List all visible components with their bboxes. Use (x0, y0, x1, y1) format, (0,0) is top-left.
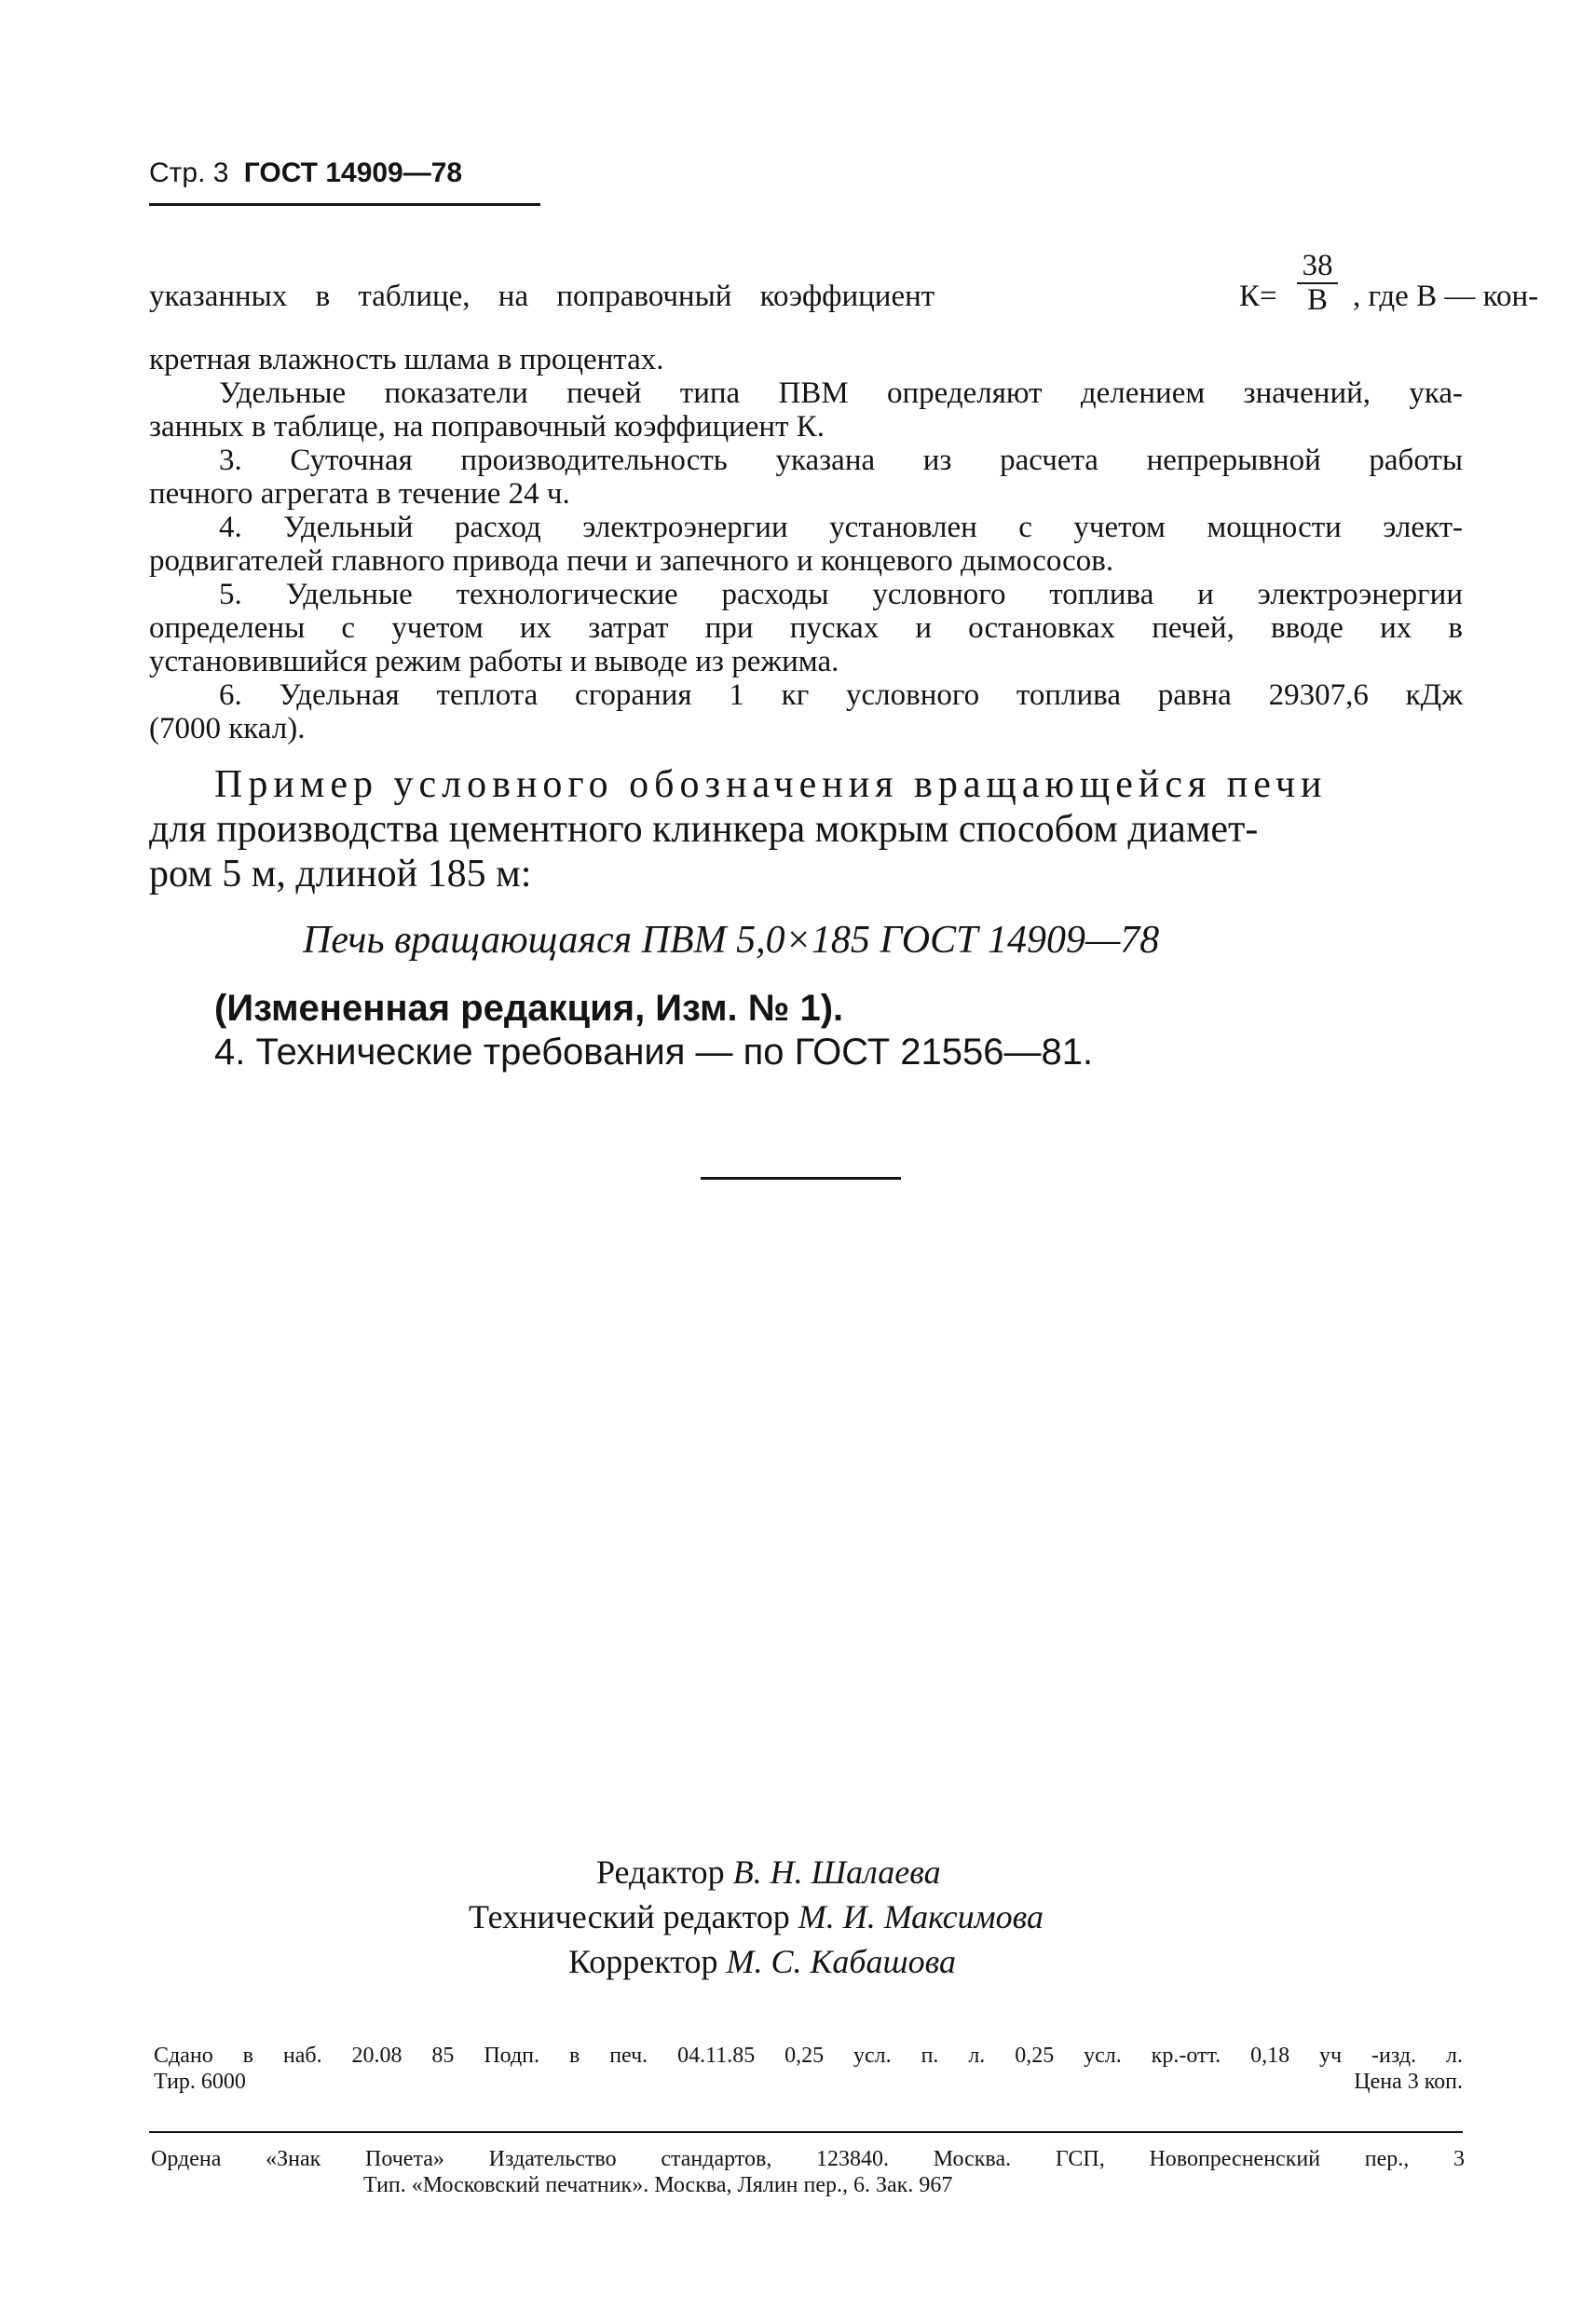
corrector-name: М. С. Кабашова (726, 1943, 957, 1980)
formula-line (149, 249, 1539, 343)
example-line-2: для производства цементного клинкера мокрым способом диамет- (149, 808, 1259, 851)
paragraph-line: 3. Суточная производительность указана из расчета непрерывной работы (219, 444, 1463, 477)
credit-tech-editor (373, 1894, 1211, 1939)
amendment-note: (Измененная редакция, Изм. № 1). (214, 988, 844, 1029)
example-line-3: ром 5 м, длиной 185 м: (149, 853, 532, 896)
formula-k-equals: К= (1239, 280, 1277, 313)
formula-fraction (1293, 250, 1342, 316)
imprint-circulation-row (154, 2069, 1463, 2095)
technical-requirements: 4. Технические требования — по ГОСТ 21556—81. (214, 1032, 1094, 1073)
imprint-price: Цена 3 коп. (1354, 2070, 1463, 2094)
fraction-numerator: 38 (1302, 249, 1333, 282)
paragraph-line: определены с учетом их затрат при пусках и остановках печей, вводе их в (149, 611, 1463, 645)
paragraph-line: печного агрегата в течение 24 ч. (149, 477, 570, 511)
page-header (149, 157, 462, 190)
paragraph-line: 6. Удельная теплота сгорания 1 кг условного топлива равна 29307,6 кДж (219, 678, 1463, 712)
fraction-denominator: В (1306, 283, 1328, 317)
formula-lead-text: указанных в таблице, на поправочный коэффициент (149, 280, 935, 313)
paragraph-line: кретная влажность шлама в процентах. (149, 343, 664, 376)
paragraph-line: занных в таблице, на поправочный коэффициент К. (149, 410, 825, 444)
credit-corrector (373, 1939, 1211, 1984)
printer-line: Тип. «Московский печатник». Москва, Лялин пер., 6. Зак. 967 (363, 2173, 953, 2197)
example-line-1: Пример условного обозначения вращающейся печи (214, 763, 1328, 806)
editor-role: Редактор (596, 1853, 725, 1891)
imprint-block (154, 2043, 1463, 2095)
imprint-rule (149, 2131, 1463, 2133)
header-rule (149, 203, 540, 206)
imprint-circulation: Тир. 6000 (154, 2070, 246, 2094)
paragraph-line: Удельные показатели печей типа ПВМ определяют делением значений, ука- (219, 376, 1463, 410)
page-number: Стр. 3 (149, 157, 229, 188)
credits-block (373, 1850, 1211, 1984)
publisher-block (151, 2146, 1465, 2198)
paragraph-line: родвигателей главного привода печи и запечного и концевого дымососов. (149, 544, 1114, 578)
paragraph-line: 5. Удельные технологические расходы условного топлива и электроэнергии (219, 578, 1463, 611)
example-block (149, 762, 1463, 896)
designation-example: Печь вращающаяся ПВМ 5,0×185 ГОСТ 14909—78 (303, 919, 1160, 962)
paragraph-line: установившийся режим работы и выводе из режима. (149, 645, 839, 678)
standard-number: ГОСТ 14909—78 (243, 157, 463, 188)
corrector-role: Корректор (568, 1943, 718, 1980)
imprint-print-details: Сдано в наб. 20.08 85 Подп. в печ. 04.11.85 0,25 усл. п. л. 0,25 усл. кр.-отт. 0,18 уч -изд. л. (154, 2044, 1463, 2068)
publisher-line: Ордена «Знак Почета» Издательство стандартов, 123840. Москва. ГСП, Новопресненский пер., 3 (151, 2147, 1465, 2171)
paragraph-line: 4. Удельный расход электроэнергии установлен с учетом мощности элект- (219, 511, 1463, 544)
formula-trail-text: , где В — кон- (1353, 280, 1539, 313)
credit-editor (373, 1850, 1211, 1894)
paragraph-line: (7000 ккал). (149, 712, 306, 745)
editor-name: В. Н. Шалаева (732, 1853, 941, 1891)
tech-editor-role: Технический редактор (469, 1898, 790, 1935)
notes-body (149, 343, 1463, 745)
section-divider (701, 1177, 901, 1180)
tech-editor-name: М. И. Максимова (798, 1898, 1044, 1935)
